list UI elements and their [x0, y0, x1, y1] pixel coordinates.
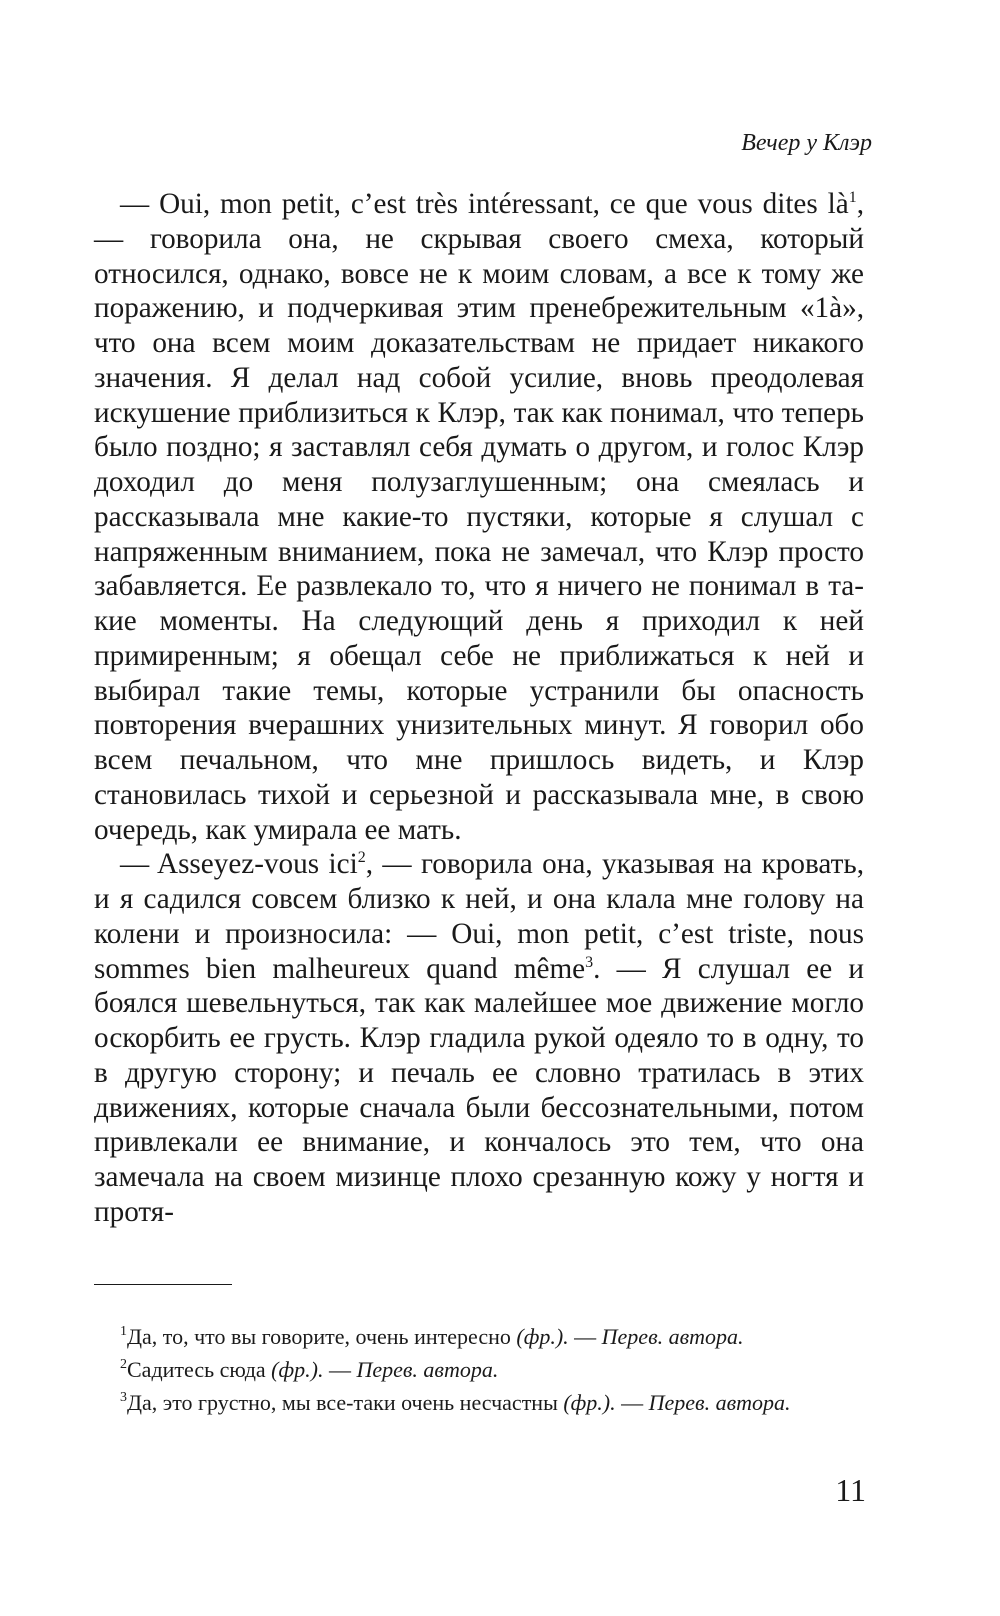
footnote-sep: — [323, 1357, 357, 1382]
paragraph-text: — Oui, mon petit, c’est très intéressant, ce que vous dites là [120, 188, 849, 220]
running-head: Вечер у Клэр [741, 130, 872, 156]
footnote-ref[interactable]: 2 [357, 849, 366, 867]
footnote-credit: Перев. автора. [648, 1390, 791, 1415]
footnote-text: Да, то, что вы говорите, очень интересно [127, 1324, 517, 1349]
paragraph-text: — Asseyez-vous ici [120, 848, 358, 881]
footnote-number: 3 [120, 1390, 127, 1405]
footnote-text: Садитесь сюда [127, 1357, 272, 1382]
footnote-credit: Перев. автора. [356, 1357, 499, 1382]
paragraph [94, 847, 864, 1229]
footnote-lang: (фр.). [563, 1390, 616, 1415]
page-number: 11 [835, 1472, 866, 1508]
body-text [94, 187, 864, 1230]
footnote-number: 2 [120, 1357, 127, 1372]
paragraph-text: , — говорила она, указывая на кровать, и я садился совсем близко к ней, и она клала мне голову на колени и произносила: — Oui, mon petit, c’est triste, nous sommes bien malheureux quand même [94, 848, 864, 985]
footnote-lang: (фр.). [516, 1324, 569, 1349]
footnote [94, 1353, 864, 1386]
footnote-text: Да, это грустно, мы все-таки очень несчастны [127, 1390, 564, 1415]
footnote-ref[interactable]: 1 [848, 189, 857, 206]
footnotes [94, 1320, 864, 1419]
footnote-lang: (фр.). [271, 1357, 324, 1382]
footnote [94, 1320, 864, 1353]
footnote-credit: Перев. автора. [601, 1324, 744, 1349]
paragraph-text: . — Я слушал ее и боялся шевельнуться, так как малейшее мое движение могло оскорбить ее грусть. Клэр гладила рукой одеяло то в одну, то в другую сторону; и печаль ее словно тратилась в этих движениях, которые сначала были бессознательными, потом привлекали ее внимание, и кончалось это тем, что она замечала на своем мизинце плохо срезанную кожу у ногтя и протя- [94, 952, 864, 1228]
footnote-sep: — [615, 1390, 649, 1415]
footnote-sep: — [568, 1324, 602, 1349]
paragraph-text: , — говорила она, не скрывая своего смеха, который относился, однако, вовсе не к моим словам, а все к тому же поражению, и подчеркивая этим пренебрежительным «1à», что она всем моим доказательствам не придает никакого значения. Я делал над собой усилие, вновь преодолевая искушение приблизиться к Клэр, так как понимал, что теперь было поздно; я заставлял себя думать о другом, и голос Клэр доходил до меня полузаглушенным; она смеялась и рассказывала мне какие-то пустяки, которые я слушал с напряженным вниманием, пока не замечал, что Клэр просто забавляется. Ее развлекало то, что я ничего не понимал в такие моменты. На следующий день я приходил к ней примиренным; я обещал себе не приближаться к ней и выбирал такие темы, которые устранили бы опасность повторения вчерашних унизительных минут. Я говорил обо всем печальном, что мне пришлось видеть, и Клэр становилась тихой и серьезной и рассказывала мне, в свою очередь, как умирала ее мать. [94, 188, 864, 846]
footnote-ref[interactable]: 3 [585, 953, 594, 971]
footnote-number: 1 [120, 1324, 127, 1339]
footnote-divider [94, 1284, 232, 1285]
paragraph [94, 187, 864, 847]
footnote [94, 1386, 864, 1419]
